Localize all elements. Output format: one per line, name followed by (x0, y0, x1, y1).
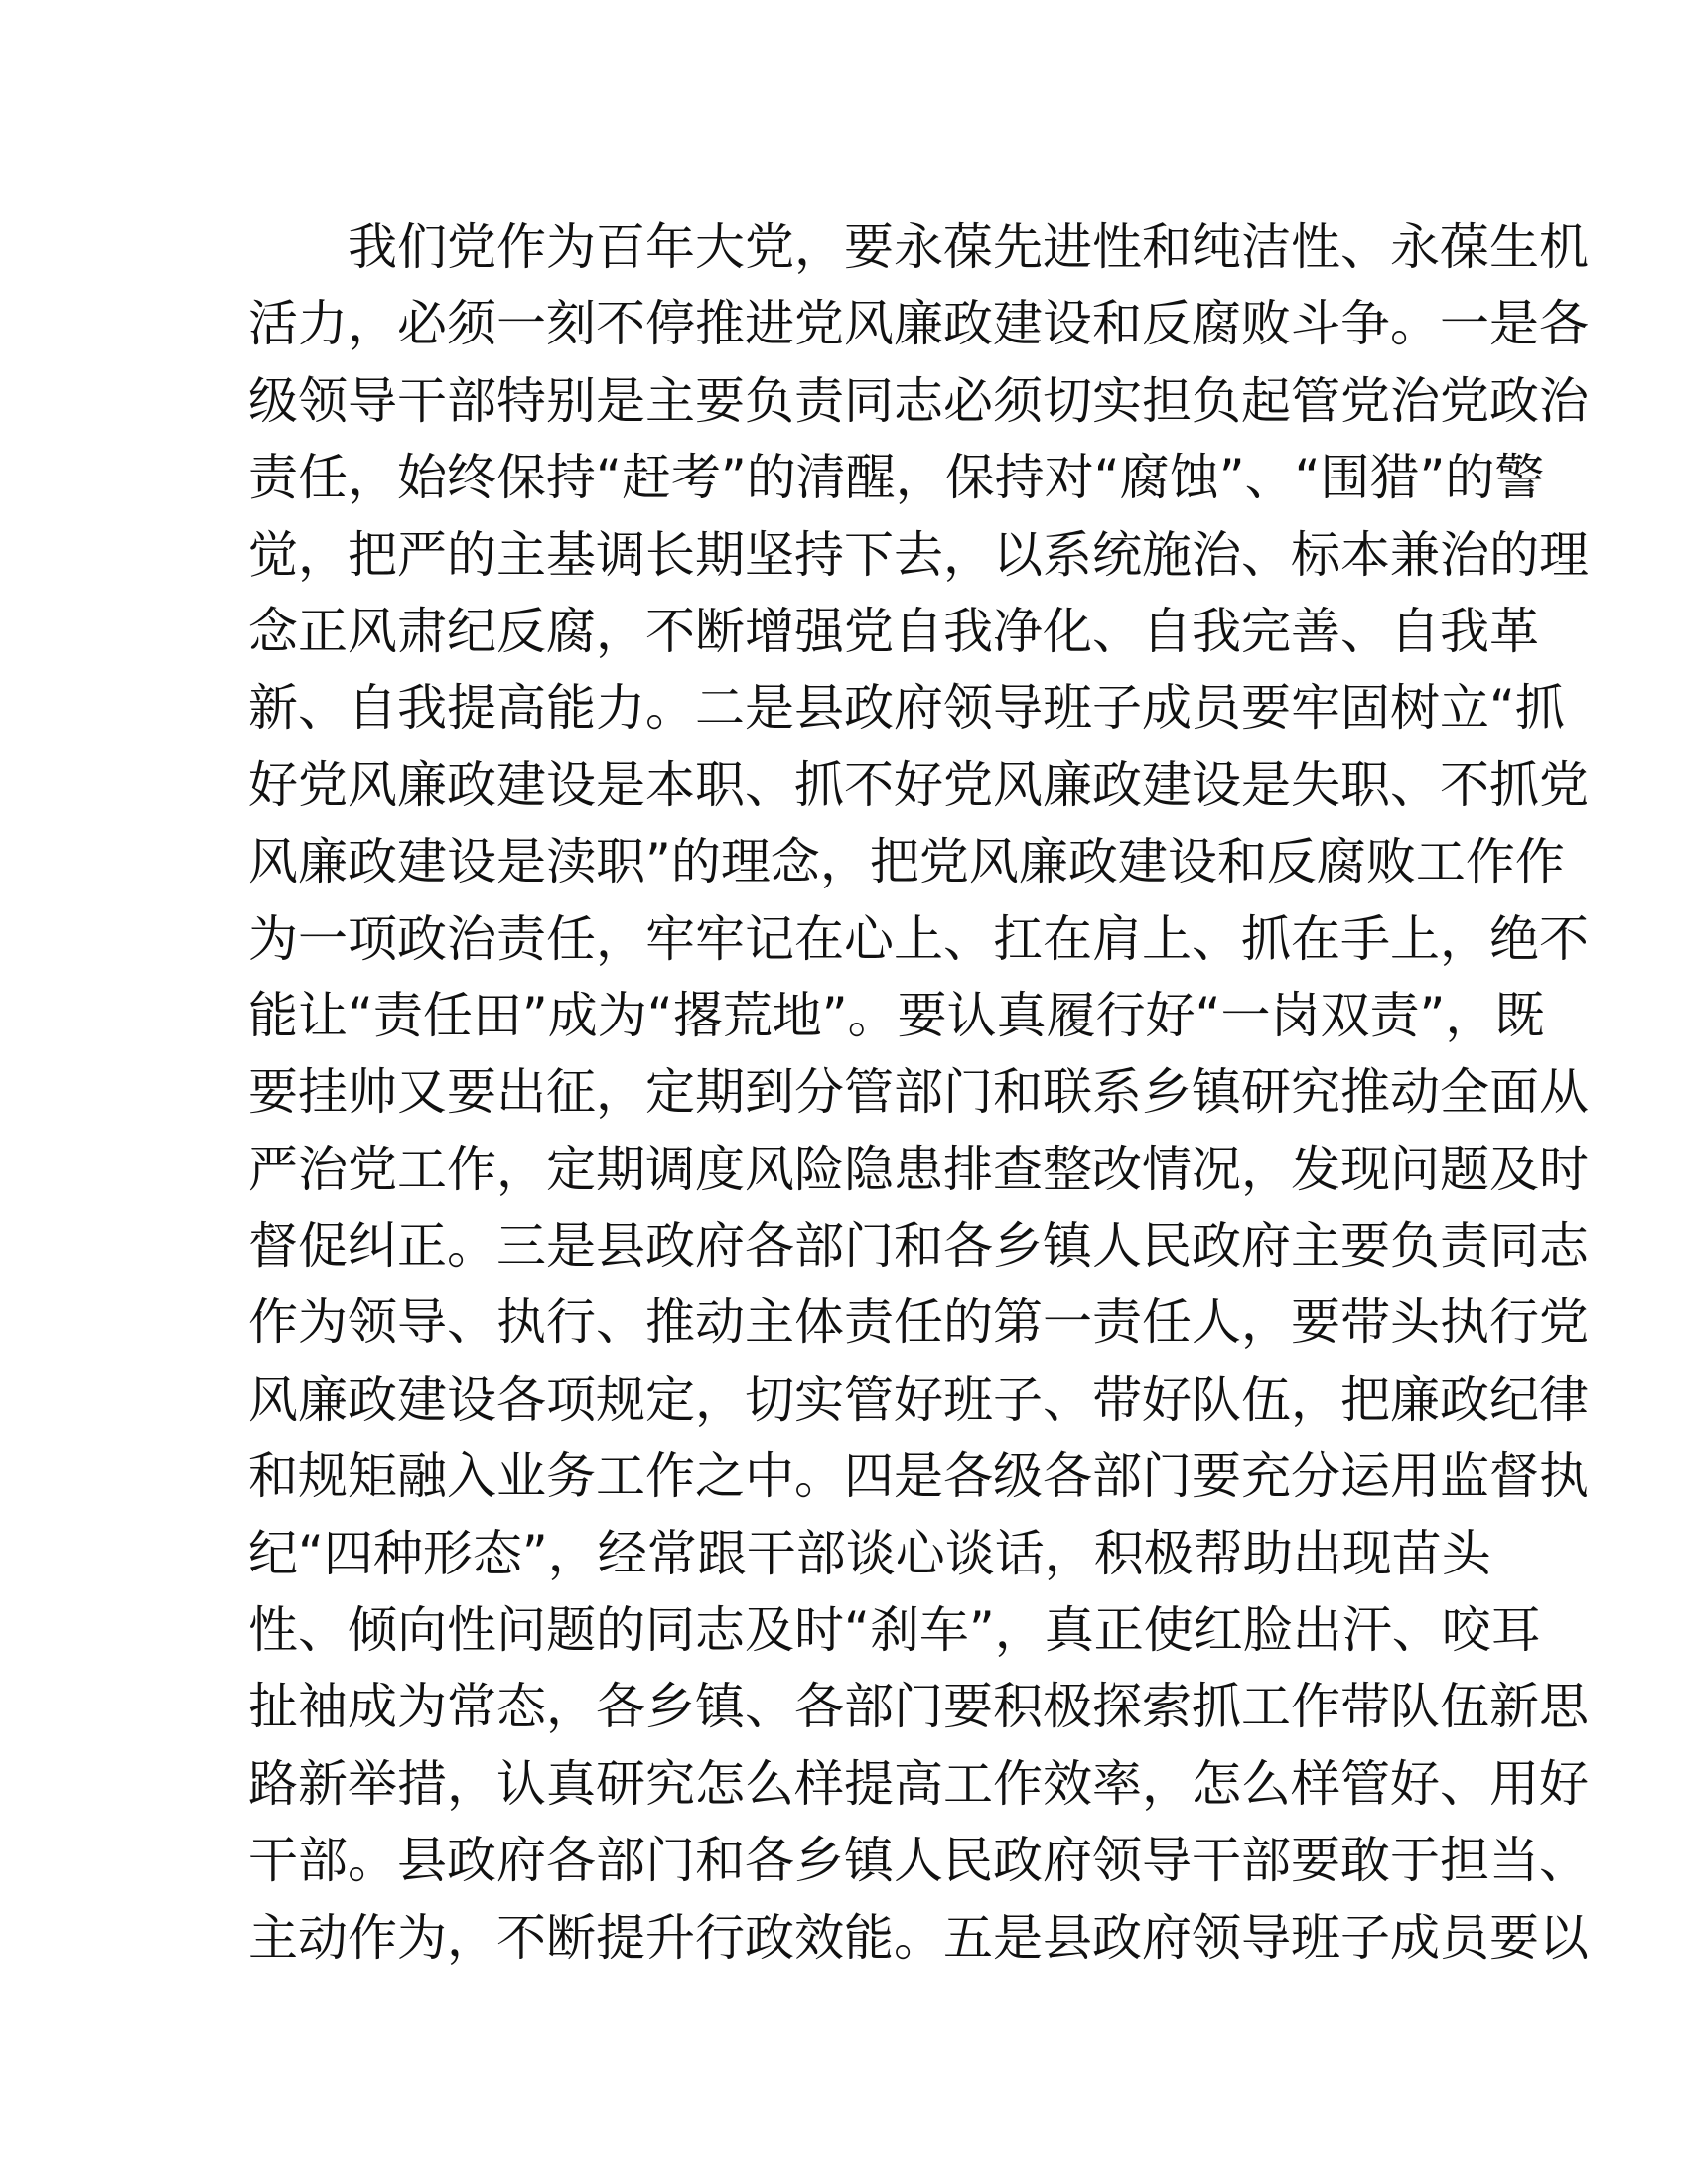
text-line: 级领导干部特别是主要负责同志必须切实担负起管党治党政治 (248, 371, 1589, 430)
text-line: 扯袖成为常态，各乡镇、各部门要积极探索抓工作带队伍新思 (248, 1678, 1589, 1736)
text-line: 责任，始终保持“赶考”的清醒，保持对“腐蚀”、“围猎”的警 (248, 449, 1545, 507)
text-line: 路新举措，认真研究怎么样提高工作效率，怎么样管好、用好 (248, 1754, 1589, 1813)
text-line: 新、自我提高能力。二是县政府领导班子成员要牢固树立“抓 (248, 679, 1565, 738)
body-paragraph (248, 209, 1589, 1977)
text-line: 严治党工作，定期调度风险隐患排查整改情况，发现问题及时 (248, 1140, 1589, 1198)
text-line: 为一项政治责任，牢牢记在心上、扛在肩上、抓在手上，绝不 (248, 909, 1589, 968)
text-line: 风廉政建设各项规定，切实管好班子、带好队伍，把廉政纪律 (248, 1370, 1589, 1429)
text-line: 能让“责任田”成为“撂荒地”。要认真履行好“一岗双责”，既 (248, 986, 1545, 1044)
text-line: 好党风廉政建设是本职、抓不好党风廉政建设是失职、不抓党 (248, 755, 1589, 814)
text-line: 性、倾向性问题的同志及时“刹车”，真正使红脸出汗、咬耳 (248, 1601, 1541, 1660)
text-line: 干部。县政府各部门和各乡镇人民政府领导干部要敢于担当、 (248, 1832, 1589, 1890)
text-line: 纪“四种形态”，经常跟干部谈心谈话，积极帮助出现苗头 (248, 1524, 1491, 1582)
text-line: 我们党作为百年大党，要永葆先进性和纯洁性、永葆生机 (348, 218, 1589, 276)
text-line: 觉，把严的主基调长期坚持下去，以系统施治、标本兼治的理 (248, 525, 1589, 584)
text-line: 和规矩融入业务工作之中。四是各级各部门要充分运用监督执 (248, 1447, 1589, 1506)
text-line: 风廉政建设是渎职”的理念，把党风廉政建设和反腐败工作作 (248, 833, 1565, 891)
text-line: 活力，必须一刻不停推进党风廉政建设和反腐败斗争。一是各 (248, 295, 1589, 353)
text-line: 作为领导、执行、推动主体责任的第一责任人，要带头执行党 (248, 1294, 1589, 1352)
text-line: 要挂帅又要出征，定期到分管部门和联系乡镇研究推动全面从 (248, 1063, 1589, 1122)
text-line: 主动作为，不断提升行政效能。五是县政府领导班子成员要以 (248, 1908, 1589, 1967)
text-line: 念正风肃纪反腐，不断增强党自我净化、自我完善、自我革 (248, 602, 1539, 660)
text-line: 督促纠正。三是县政府各部门和各乡镇人民政府主要负责同志 (248, 1217, 1589, 1276)
